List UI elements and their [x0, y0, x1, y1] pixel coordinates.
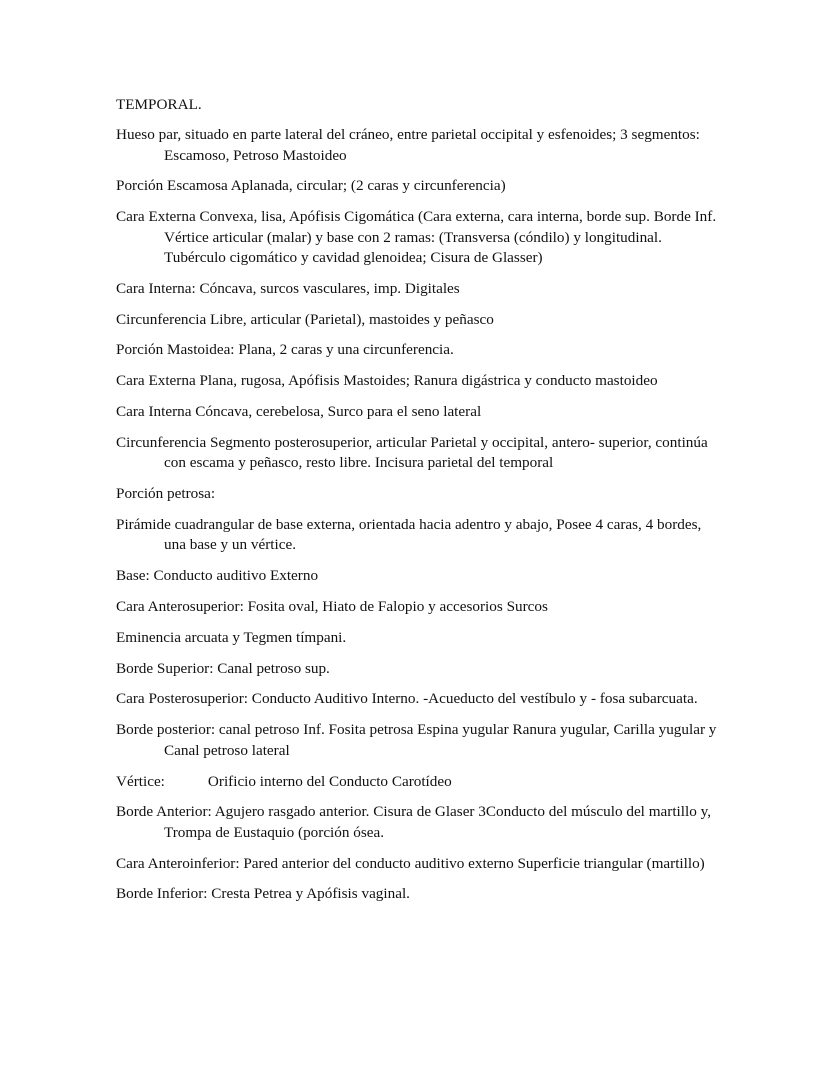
paragraph-vertice — [116, 772, 718, 793]
paragraph-porcion-petrosa: Porción petrosa: — [116, 485, 216, 503]
paragraph-porcion-mastoidea: Porción Mastoidea: Plana, 2 caras y una circunferencia. — [116, 341, 454, 359]
paragraph-borde-anterior: Borde Anterior: Agujero rasgado anterior. Cisura de Glaser 3Conducto del músculo del martillo y, Trompa de Eustaquio (porción ósea. — [116, 803, 711, 841]
paragraph-piramide: Pirámide cuadrangular de base externa, orientada hacia adentro y abajo, Posee 4 caras, 4 bordes, una base y un vértice. — [116, 515, 702, 554]
paragraph-cara-posterosuperior: Cara Posterosuperior: Conducto Auditivo Interno. -Acueducto del vestíbulo y - fosa subarcuata. — [116, 690, 698, 708]
document-title: TEMPORAL. — [116, 96, 202, 113]
paragraph-eminencia-arcuata: Eminencia arcuata y Tegmen tímpani. — [116, 628, 347, 646]
paragraph-borde-inferior: Borde Inferior: Cresta Petrea y Apófisis vaginal. — [116, 885, 410, 903]
paragraph-borde-superior: Borde Superior: Canal petroso sup. — [116, 659, 330, 677]
paragraph-cara-anteroinferior: Cara Anteroinferior: Pared anterior del conducto auditivo externo Superficie triangular (martillo) — [116, 854, 705, 872]
paragraph-cara-externa-mastoidea: Cara Externa Plana, rugosa, Apófisis Mastoides; Ranura digástrica y conducto mastoideo — [116, 372, 658, 390]
paragraph-cara-interna-escamosa: Cara Interna: Cóncava, surcos vasculares, imp. Digitales — [116, 279, 460, 297]
paragraph-cara-anterosuperior: Cara Anterosuperior: Fosita oval, Hiato de Falopio y accesorios Surcos — [116, 598, 548, 616]
paragraph-circunferencia-libre: Circunferencia Libre, articular (Parietal), mastoides y peñasco — [116, 310, 494, 328]
paragraph-hueso-par: Hueso par, situado en parte lateral del cráneo, entre parietal occipital y esfenoides; 3 segmentos: Escamoso, Petroso Mastoideo — [116, 126, 700, 164]
paragraph-cara-externa-escamosa: Cara Externa Convexa, lisa, Apófisis Cigomática (Cara externa, cara interna, borde sup. Borde Inf. Vértice articular (malar) y base con 2 ramas: (Transversa (cóndilo) y longitudinal. Tubérculo cigomático y cavidad glenoidea; Cisura de Glasser) — [116, 208, 717, 267]
paragraph-base: Base: Conducto auditivo Externo — [116, 567, 319, 585]
paragraph-circunferencia-mastoidea: Circunferencia Segmento posterosuperior, articular Parietal y occipital, antero- superior, continúa con escama y peñasco, resto libre. Incisura parietal del temporal — [116, 433, 708, 472]
vertice-label: Vértice: — [116, 772, 165, 790]
paragraph-porcion-escamosa: Porción Escamosa Aplanada, circular; (2 caras y circunferencia) — [116, 177, 506, 195]
vertice-text: Orificio interno del Conducto Carotídeo — [207, 772, 452, 790]
paragraph-cara-interna-mastoidea: Cara Interna Cóncava, cerebelosa, Surco para el seno lateral — [116, 403, 482, 421]
paragraph-borde-posterior: Borde posterior: canal petroso Inf. Fosita petrosa Espina yugular Ranura yugular, Carilla yugular y Canal petroso lateral — [116, 721, 717, 759]
